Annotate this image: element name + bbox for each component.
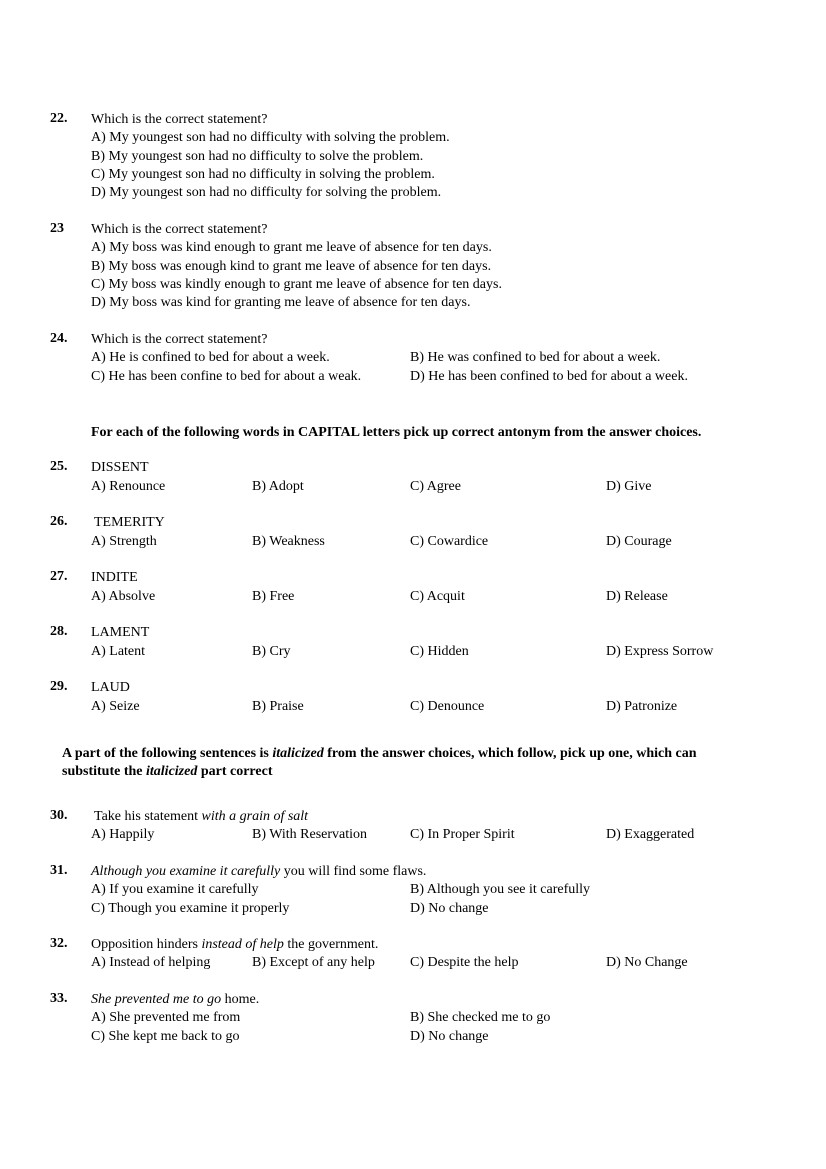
option-c: C) She kept me back to go [91,1029,240,1044]
question-stem [94,808,308,826]
stem-italic-part: instead of help [201,937,284,952]
stem-text: you will find some flaws. [280,864,427,879]
option-b: B) Free [252,589,295,604]
option-c: C) Agree [410,479,461,494]
question-stem: Which is the correct statement? [91,332,268,347]
option-b: B) My youngest son had no difficulty to solve the problem. [91,149,424,164]
stem-italic-part: with a grain of salt [201,809,309,824]
option-c: C) Acquit [410,589,465,604]
substitution-section-heading-line2 [62,763,272,781]
stem-italic-part: Although you examine it carefully [91,864,281,879]
heading-text: part correct [197,764,273,779]
option-a: A) Instead of helping [91,955,211,970]
question-stem [91,863,426,881]
option-d: D) Exaggerated [606,827,695,842]
question-number: 30. [50,808,68,823]
option-c: C) In Proper Spirit [410,827,515,842]
option-a: A) Strength [91,534,157,549]
question-number: 24. [50,331,68,346]
option-a: A) She prevented me from [91,1010,241,1025]
option-c: C) Though you examine it properly [91,901,290,916]
stem-text: home. [221,992,260,1007]
question-number: 26. [50,514,68,529]
option-a: A) If you examine it carefully [91,882,259,897]
heading-italic-word: italicized [146,764,198,779]
option-a: A) My youngest son had no difficulty with solving the problem. [91,130,450,145]
option-a: A) Happily [91,827,155,842]
option-c: C) Despite the help [410,955,519,970]
option-d: D) No change [410,901,489,916]
option-d: D) No change [410,1029,489,1044]
option-c: C) Hidden [410,644,469,659]
option-b: B) Except of any help [252,955,375,970]
option-c: C) My boss was kindly enough to grant me leave of absence for ten days. [91,277,502,292]
option-c: C) Cowardice [410,534,489,549]
option-d: D) My youngest son had no difficulty for solving the problem. [91,185,442,200]
capital-word: LAUD [91,680,130,695]
option-d: D) Courage [606,534,672,549]
capital-word: INDITE [91,570,138,585]
capital-word: DISSENT [91,460,149,475]
option-b: B) He was confined to bed for about a week. [410,350,661,365]
antonym-section-heading: For each of the following words in CAPITAL letters pick up correct antonym from the answer choices. [91,425,702,440]
stem-text: Opposition hinders [91,937,202,952]
option-b: B) Praise [252,699,304,714]
question-number: 23 [50,221,64,236]
option-d: D) Patronize [606,699,678,714]
option-a: A) Renounce [91,479,166,494]
option-d: D) Express Sorrow [606,644,714,659]
heading-text: substitute the [62,764,147,779]
option-d: D) No Change [606,955,688,970]
option-b: B) Cry [252,644,291,659]
option-d: D) Release [606,589,668,604]
stem-italic-part: She prevented me to go [91,992,222,1007]
question-stem: Which is the correct statement? [91,112,268,127]
question-number: 28. [50,624,68,639]
option-b: B) With Reservation [252,827,368,842]
heading-italic-word: italicized [272,746,324,761]
heading-text: A part of the following sentences is [62,746,273,761]
option-b: B) She checked me to go [410,1010,551,1025]
option-d: D) Give [606,479,652,494]
substitution-section-heading [62,745,697,763]
option-b: B) Although you see it carefully [410,882,591,897]
stem-text: Take his statement [94,809,202,824]
question-number: 33. [50,991,68,1006]
option-b: B) Adopt [252,479,304,494]
question-number: 31. [50,863,68,878]
option-c: C) He has been confine to bed for about a weak. [91,369,362,384]
option-c: C) My youngest son had no difficulty in solving the problem. [91,167,435,182]
option-d: D) My boss was kind for granting me leave of absence for ten days. [91,295,471,310]
option-d: D) He has been confined to bed for about a week. [410,369,688,384]
question-stem [91,936,378,954]
question-number: 22. [50,111,68,126]
question-stem: Which is the correct statement? [91,222,268,237]
option-a: A) Seize [91,699,140,714]
question-stem [91,991,259,1009]
option-c: C) Denounce [410,699,485,714]
option-a: A) My boss was kind enough to grant me leave of absence for ten days. [91,240,492,255]
option-a: A) Absolve [91,589,156,604]
heading-text: from the answer choices, which follow, pick up one, which can [323,746,697,761]
option-a: A) Latent [91,644,146,659]
question-number: 32. [50,936,68,951]
question-number: 29. [50,679,68,694]
question-number: 27. [50,569,68,584]
option-b: B) My boss was enough kind to grant me leave of absence for ten days. [91,259,492,274]
capital-word: TEMERITY [94,515,165,530]
option-b: B) Weakness [252,534,325,549]
question-number: 25. [50,459,68,474]
option-a: A) He is confined to bed for about a week. [91,350,330,365]
stem-text: the government. [283,937,379,952]
capital-word: LAMENT [91,625,150,640]
